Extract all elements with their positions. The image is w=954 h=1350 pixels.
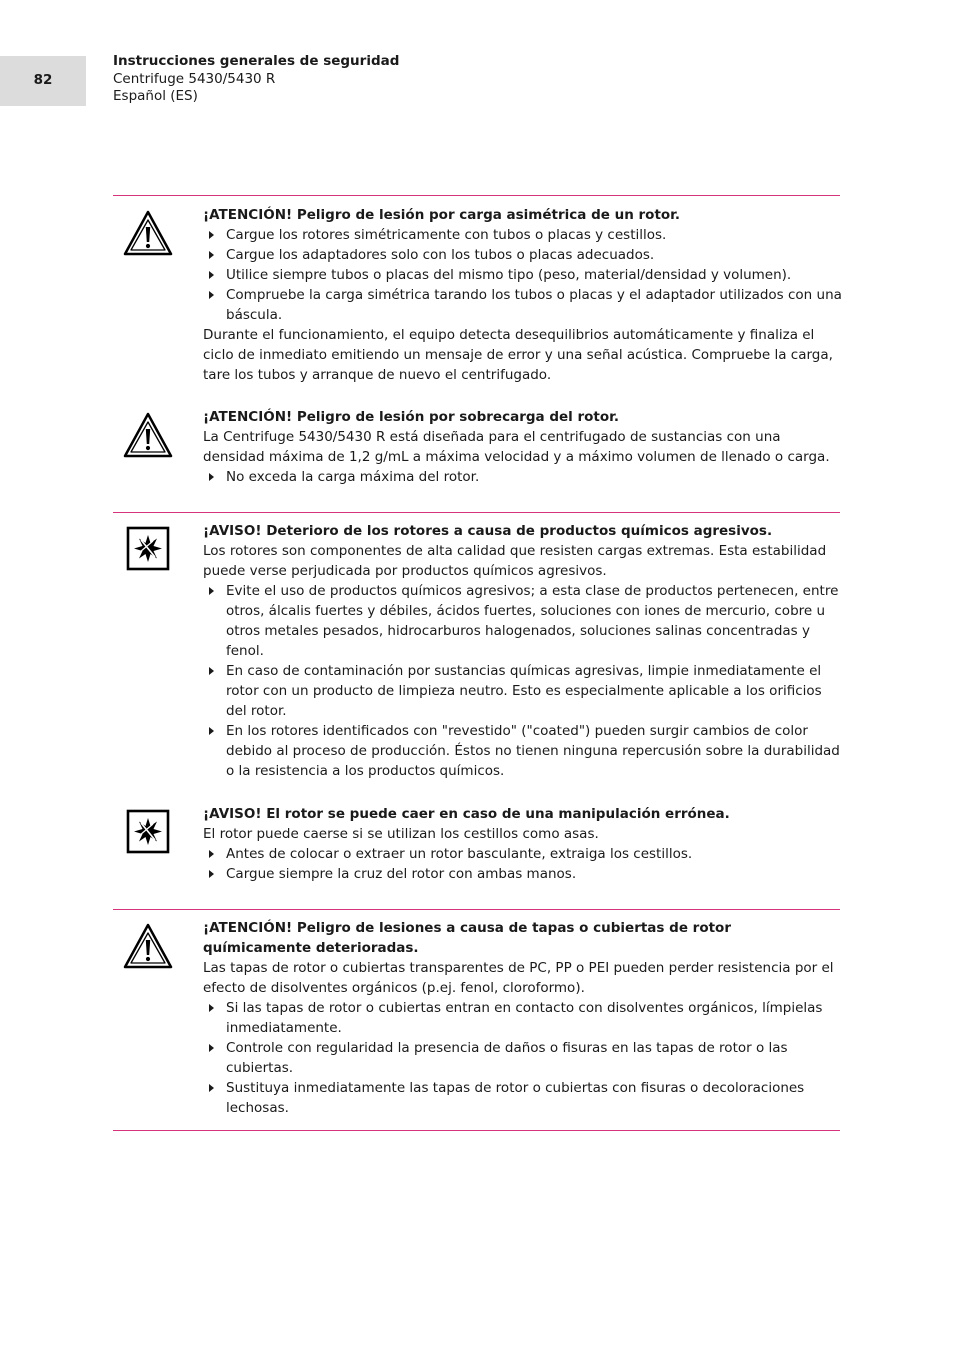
bullet-arrow-icon [209,473,214,481]
bullet-arrow-icon [209,1044,214,1052]
header-model: Centrifuge 5430/5430 R [113,70,276,87]
list-item: En los rotores identificados con "revestido" ("coated") pueden surgir cambios de color debido al proceso de producción. Éstos no tienen ninguna repercusión sobre la durabilidad o la resistencia a los productos químicos. [203,721,843,781]
list-item: Sustituya inmediatamente las tapas de rotor o cubiertas con fisuras o decoloraciones lechosas. [203,1078,843,1118]
material-damage-icon [126,809,170,859]
list-item: Compruebe la carga simétrica tarando los tubos o placas y el adaptador utilizados con una báscula. [203,285,843,325]
list-item: Cargue los adaptadores solo con los tubos o placas adecuados. [203,245,843,265]
bullet-arrow-icon [209,850,214,858]
header-title: Instrucciones generales de seguridad [113,53,400,69]
bullet-arrow-icon [209,667,214,675]
bullet-arrow-icon [209,231,214,239]
warning-triangle-icon [122,922,174,974]
list-item: Utilice siempre tubos o placas del mismo tipo (peso, material/densidad y volumen). [203,265,843,285]
section-divider [113,512,840,513]
list-item: Si las tapas de rotor o cubiertas entran en contacto con disolventes orgánicos, límpielas inmediatamente. [203,998,843,1038]
notice-content [203,205,843,385]
notice-title: ¡AVISO! Deterioro de los rotores a causa de productos químicos agresivos. [203,523,773,539]
notice-paragraph: Los rotores son componentes de alta calidad que resisten cargas extremas. Esta estabilidad puede verse perjudicada por productos químicos agresivos. [203,543,827,579]
header-language: Español (ES) [113,88,198,104]
list-item: Cargue los rotores simétricamente con tubos o placas y cestillos. [203,225,843,245]
notice-content [203,407,843,487]
list-item: En caso de contaminación por sustancias químicas agresivas, limpie inmediatamente el rotor con un producto de limpieza neutro. Esto es especialmente aplicable a los orificios del rotor. [203,661,843,721]
list-item: Cargue siempre la cruz del rotor con ambas manos. [203,864,843,884]
instruction-list [203,581,843,781]
list-item: Antes de colocar o extraer un rotor basculante, extraiga los cestillos. [203,844,843,864]
notice-content [203,804,843,884]
instruction-list [203,467,843,487]
section-divider [113,195,840,196]
bullet-arrow-icon [209,271,214,279]
notice-title: ¡ATENCIÓN! Peligro de lesión por carga asimétrica de un rotor. [203,207,681,223]
notice-content [203,521,843,781]
bullet-arrow-icon [209,1004,214,1012]
notice-title: ¡ATENCIÓN! Peligro de lesión por sobrecarga del rotor. [203,409,619,425]
list-item: Controle con regularidad la presencia de daños o fisuras en las tapas de rotor o las cubiertas. [203,1038,843,1078]
instruction-list [203,225,843,325]
bullet-arrow-icon [209,1084,214,1092]
section-divider [113,909,840,910]
notice-paragraph: La Centrifuge 5430/5430 R está diseñada para el centrifugado de sustancias con una densidad máxima de 1,2 g/mL a máxima velocidad y a máximo volumen de llenado o carga. [203,429,830,465]
bullet-arrow-icon [209,727,214,735]
notice-paragraph: Durante el funcionamiento, el equipo detecta desequilibrios automáticamente y finaliza el ciclo de inmediato emitiendo un mensaje de error y una señal acústica. Compruebe la carga, tare los tubos y arranque de nuevo el centrifugado. [203,327,833,383]
section-divider [113,1130,840,1131]
list-item: Evite el uso de productos químicos agresivos; a esta clase de productos pertenecen, entre otros, álcalis fuertes y débiles, ácidos fuertes, soluciones con iones de mercurio, cobre u otros metales pesados, hidrocarburos halogenados, soluciones salinas concentradas y fenol. [203,581,843,661]
notice-paragraph: Las tapas de rotor o cubiertas transparentes de PC, PP o PEI pueden perder resistencia por el efecto de disolventes orgánicos (p.ej. fenol, cloroformo). [203,960,834,996]
notice-content [203,918,843,1118]
warning-triangle-icon [122,411,174,463]
notice-title: ¡AVISO! El rotor se puede caer en caso de una manipulación errónea. [203,806,730,822]
instruction-list [203,998,843,1118]
bullet-arrow-icon [209,251,214,259]
material-damage-icon [126,526,170,576]
notice-title: ¡ATENCIÓN! Peligro de lesiones a causa de tapas o cubiertas de rotor químicamente deterioradas. [203,920,731,956]
bullet-arrow-icon [209,587,214,595]
list-item: No exceda la carga máxima del rotor. [203,467,843,487]
running-header [113,53,399,106]
instruction-list [203,844,843,884]
bullet-arrow-icon [209,870,214,878]
bullet-arrow-icon [209,291,214,299]
notice-paragraph: El rotor puede caerse si se utilizan los cestillos como asas. [203,826,599,842]
warning-triangle-icon [122,209,174,261]
page-number: 82 [33,72,53,88]
